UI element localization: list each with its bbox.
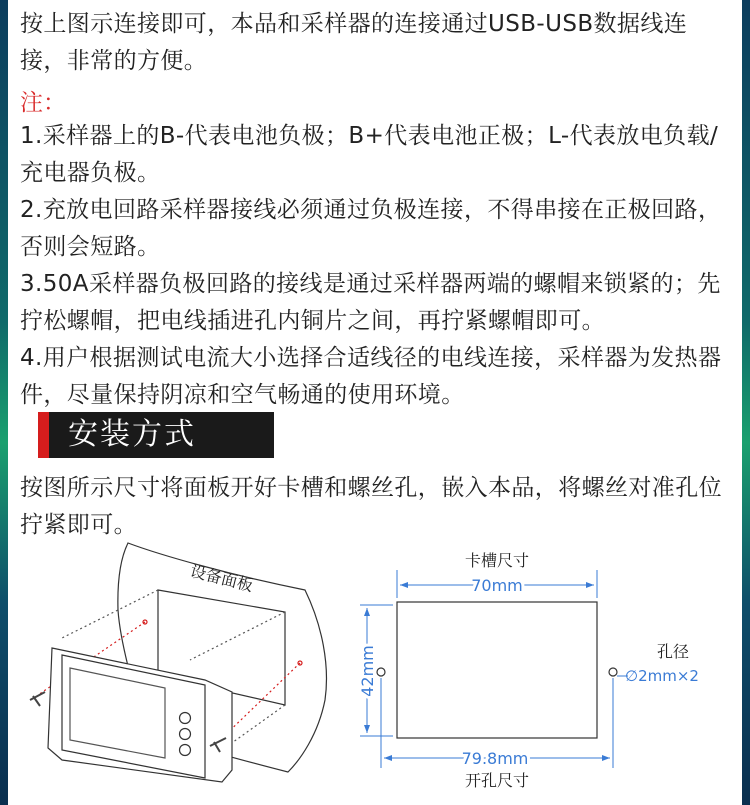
section-title-box [38,412,274,458]
device-panel-illustration [30,543,326,782]
slot-title: 卡槽尺寸 [464,551,530,570]
section-title-text: 安装方式 [68,417,196,452]
slot-width-label: 70mm [471,576,523,595]
slot-rectangle [397,602,597,738]
note-item-3: 3.50A采样器负极回路的接线是通过采样器两端的螺帽来锁紧的；先拧松螺帽，把电线插进孔内铜片之间，再拧紧螺帽即可。 [20,271,721,334]
intro-paragraph: 按上图示连接即可，本品和采样器的连接通过USB-USB数据线连接，非常的方便。 [20,11,688,74]
hole-title: 孔径 [656,642,690,661]
screw-hole-right [609,668,617,676]
hole-spec-label: ∅2mm×2 [625,667,699,685]
panel-label: 设备面板 [188,561,255,596]
hole-span-label: 79.8mm [461,749,529,768]
note-item-4: 4.用户根据测试电流大小选择合适线径的电线连接，采样器为发热器件，尽量保持阴凉和空气畅通的使用环境。 [20,345,722,408]
slot-dimension-drawing [358,551,699,790]
install-paragraph: 按图所示尺寸将面板开好卡槽和螺丝孔，嵌入本品，将螺丝对准孔位拧紧即可。 [20,475,722,538]
hole-span-title: 开孔尺寸 [464,771,530,790]
note-item-1: 1.采样器上的B-代表电池负极；B+代表电池正极；L-代表放电负载/充电器负极。 [20,123,719,186]
note-item-2: 2.充放电回路采样器接线必须通过负极连接，不得串接在正极回路，否则会短路。 [20,197,722,260]
section-title-accent-bar [38,412,49,458]
note-label: 注： [20,90,66,116]
installation-diagram [0,530,750,805]
screw-hole-left [377,668,385,676]
slot-height-label: 42mm [358,645,377,697]
